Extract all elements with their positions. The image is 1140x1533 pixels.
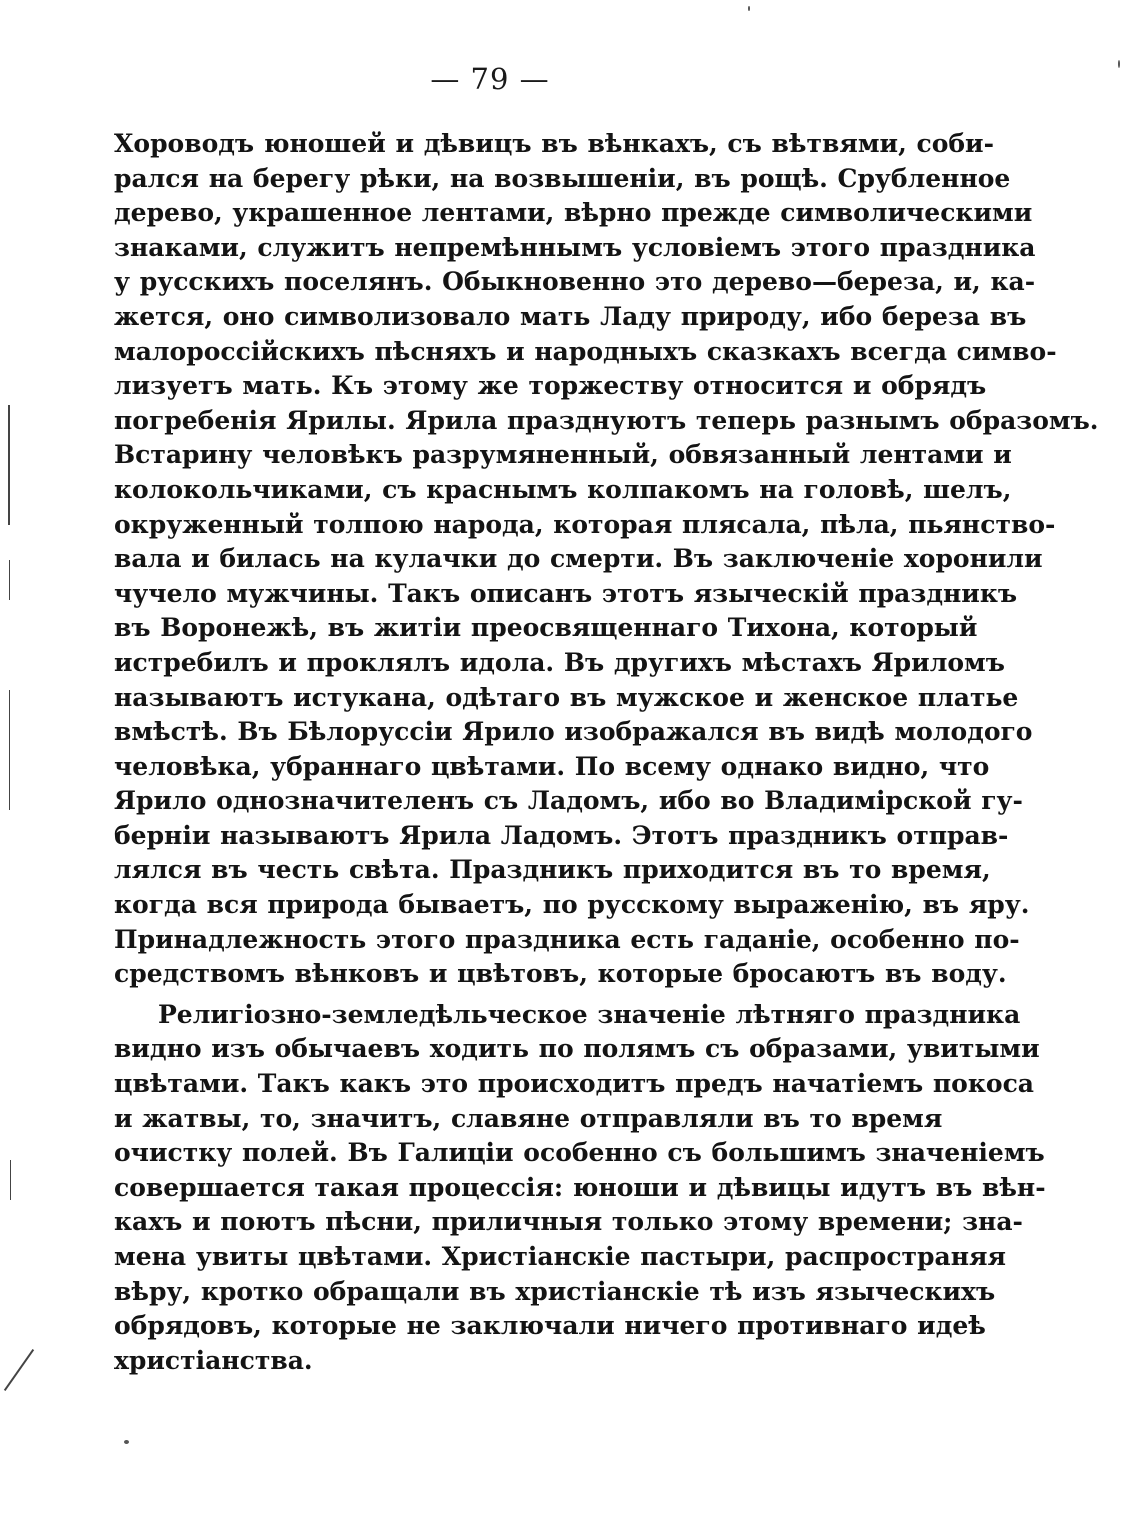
text-line: цвѣтами. Такъ какъ это происходитъ предъ начатіемъ покоса <box>114 1069 1035 1099</box>
text-line: вѣру, кротко обращали въ христіанскіе тѣ изъ языческихъ <box>114 1276 996 1306</box>
text-line: чучело мужчины. Такъ описанъ этотъ языческій праздникъ <box>114 578 1018 608</box>
text-line: окруженный толпою народа, которая плясала, пѣла, пьянство- <box>114 509 1056 539</box>
scan-speck <box>124 1440 129 1444</box>
text-line: очистку полей. Въ Галиціи особенно съ большимъ значеніемъ <box>114 1138 1045 1168</box>
paragraph-2 <box>114 998 1046 1379</box>
text-line: въ Воронежѣ, въ житіи преосвященнаго Тихона, который <box>114 613 978 643</box>
text-line: кахъ и поютъ пѣсни, приличныя только этому времени; зна- <box>114 1207 1023 1237</box>
paragraph-1 <box>114 127 1099 992</box>
text-line: и жатвы, то, значитъ, славяне отправляли въ то время <box>114 1103 943 1133</box>
text-line: Хороводъ юношей и дѣвицъ въ вѣнкахъ, съ вѣтвями, соби- <box>114 129 994 158</box>
page-number: — 79 — <box>430 62 550 96</box>
text-line: Ярило однозначителенъ съ Ладомъ, ибо во Владимірской гу- <box>114 786 1023 816</box>
text-line: малороссійскихъ пѣсняхъ и народныхъ сказкахъ всегда симво- <box>114 336 1057 366</box>
text-line: когда вся природа бываетъ, по русскому выраженію, въ яру. <box>114 890 1030 920</box>
text-line: обрядовъ, которые не заключали ничего противнаго идеѣ <box>114 1311 986 1341</box>
text-line: дерево, украшенное лентами, вѣрно прежде символическими <box>114 198 1033 228</box>
scan-margin-mark <box>9 690 10 810</box>
text-line: знаками, служитъ непремѣннымъ условіемъ этого праздника <box>114 232 1036 262</box>
text-line: истребилъ и проклялъ идола. Въ другихъ мѣстахъ Яриломъ <box>114 647 1005 677</box>
text-line: Религіозно-земледѣльческое значеніе лѣтняго праздника <box>158 999 1021 1029</box>
scan-margin-mark <box>8 405 10 525</box>
scan-margin-mark <box>9 560 10 600</box>
text-line: видно изъ обычаевъ ходить по полямъ съ образами, увитыми <box>114 1034 1040 1064</box>
text-line: Встарину человѣкъ разрумяненный, обвязанный лентами и <box>114 440 1012 470</box>
scan-speck <box>748 6 750 11</box>
text-line: мена увиты цвѣтами. Христіанскіе пастыри, распространяя <box>114 1242 1006 1271</box>
text-line: лялся въ честь свѣта. Праздникъ приходится въ то время, <box>114 855 991 885</box>
text-line: рался на берегу рѣки, на возвышеніи, въ рощѣ. Срубленное <box>114 163 1011 193</box>
scan-margin-mark <box>10 1160 11 1200</box>
text-line: у русскихъ поселянъ. Обыкновенно это дерево—береза, и, ка- <box>114 267 1036 297</box>
text-line: называютъ истукана, одѣтаго въ мужское и женское платье <box>114 682 1019 712</box>
text-line: лизуетъ мать. Къ этому же торжеству относится и обрядъ <box>114 371 987 401</box>
text-line: христіанства. <box>114 1345 313 1375</box>
body-text <box>114 127 1099 1378</box>
text-line: колокольчиками, съ краснымъ колпакомъ на головѣ, шелъ, <box>114 474 1012 504</box>
text-line: погребенія Ярилы. Ярила празднуютъ теперь разнымъ образомъ. <box>114 405 1099 435</box>
text-line: совершается такая процессія: юноши и дѣвицы идутъ въ вѣн- <box>114 1172 1046 1202</box>
text-line: вмѣстѣ. Въ Бѣлоруссіи Ярило изображался въ видѣ молодого <box>114 717 1033 747</box>
text-line: берніи называютъ Ярила Ладомъ. Этотъ праздникъ отправ- <box>114 820 1009 850</box>
scan-margin-mark <box>4 1349 34 1391</box>
text-line: Принадлежность этого праздника есть гаданіе, особенно по- <box>114 924 1020 954</box>
text-line: жется, оно символизовало мать Ладу природу, ибо береза въ <box>114 301 1027 331</box>
text-line: человѣка, убраннаго цвѣтами. По всему однако видно, что <box>114 751 990 781</box>
text-line: средствомъ вѣнковъ и цвѣтовъ, которые бросаютъ въ воду. <box>114 959 1007 989</box>
scan-speck <box>1118 60 1120 68</box>
text-line: вала и билась на кулачки до смерти. Въ заключеніе хоронили <box>114 544 1043 574</box>
